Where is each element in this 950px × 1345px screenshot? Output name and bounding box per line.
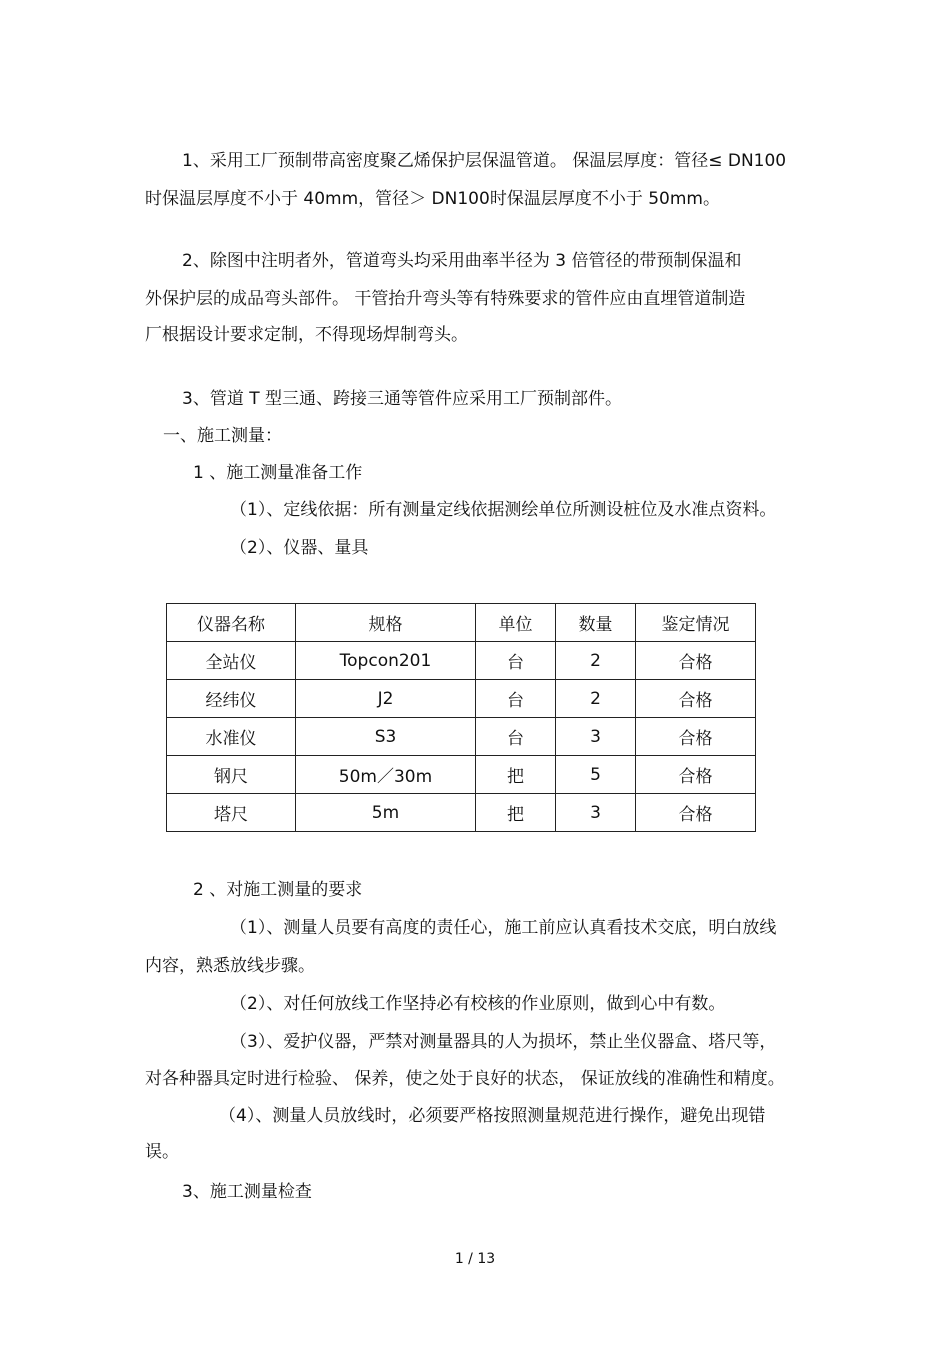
item-1-1-a: （1）、定线依据：所有测量定线依据测绘单位所测设桩位及水准点资料。 — [230, 500, 777, 520]
table-cell: 合格 — [636, 680, 756, 718]
paragraph-3-line-1: 3、管道 T 型三通、跨接三通等管件应采用工厂预制部件。 — [182, 389, 623, 409]
table-row — [167, 756, 756, 794]
page-number: 1 / 13 — [454, 1251, 496, 1267]
table-cell: 3 — [556, 794, 636, 832]
section-heading: 一、施工测量： — [163, 426, 282, 446]
paragraph-2-line-1: 2、除图中注明者外，管道弯头均采用曲率半径为 3 倍管径的带预制保温和 — [182, 251, 742, 271]
table-cell: 2 — [556, 642, 636, 680]
paragraph-2-line-2: 外保护层的成品弯头部件。 干管抬升弯头等有特殊要求的管件应由直埋管道制造 — [145, 289, 746, 309]
table-cell: 5m — [296, 794, 476, 832]
table-cell: 2 — [556, 680, 636, 718]
table-cell: Topcon201 — [296, 642, 476, 680]
paragraph-1-line-1: 1、采用工厂预制带高密度聚乙烯保护层保温管道。 保温层厚度：管径≤ DN100 — [182, 151, 787, 171]
table-header-cell: 仪器名称 — [167, 604, 296, 642]
paragraph-1-line-2: 时保温层厚度不小于 40mm，管径＞ DN100时保温层厚度不小于 50mm。 — [145, 189, 720, 209]
table-cell: 把 — [476, 756, 556, 794]
requirement-1-line-2: 内容，熟悉放线步骤。 — [145, 956, 315, 976]
subsection-heading-1: 1 、施工测量准备工作 — [193, 463, 363, 483]
table-row — [167, 642, 756, 680]
requirement-2-line-1: （2）、对任何放线工作坚持必有校核的作业原则，做到心中有数。 — [230, 994, 726, 1014]
table-cell: 把 — [476, 794, 556, 832]
table-header-cell: 单位 — [476, 604, 556, 642]
table-header-cell: 数量 — [556, 604, 636, 642]
table-cell: 合格 — [636, 642, 756, 680]
table-cell: 50m／30m — [296, 756, 476, 794]
table-cell: 全站仪 — [167, 642, 296, 680]
subsection-heading-3: 3、施工测量检查 — [182, 1182, 312, 1202]
table-cell: S3 — [296, 718, 476, 756]
table-row — [167, 794, 756, 832]
instrument-table — [166, 603, 756, 832]
table-header-cell: 规格 — [296, 604, 476, 642]
table-cell: 塔尺 — [167, 794, 296, 832]
table-cell: 经纬仪 — [167, 680, 296, 718]
table-cell: 台 — [476, 642, 556, 680]
table-cell: 台 — [476, 680, 556, 718]
table-cell: 5 — [556, 756, 636, 794]
item-1-1-b: （2）、仪器、量具 — [230, 538, 369, 558]
requirement-3-line-2: 对各种器具定时进行检验、 保养，使之处于良好的状态， 保证放线的准确性和精度。 — [145, 1069, 785, 1089]
table-cell: 3 — [556, 718, 636, 756]
table-cell: 合格 — [636, 718, 756, 756]
table-cell: 合格 — [636, 756, 756, 794]
requirement-1-line-1: （1）、测量人员要有高度的责任心，施工前应认真看技术交底，明白放线 — [230, 918, 777, 938]
table-row — [167, 680, 756, 718]
table-row — [167, 718, 756, 756]
table-cell: 台 — [476, 718, 556, 756]
requirement-3-line-1: （3）、爱护仪器，严禁对测量器具的人为损坏，禁止坐仪器盒、塔尺等， — [230, 1032, 777, 1052]
table-cell: J2 — [296, 680, 476, 718]
table-header-cell: 鉴定情况 — [636, 604, 756, 642]
requirement-4-line-2: 误。 — [145, 1142, 179, 1162]
table-cell: 水准仪 — [167, 718, 296, 756]
requirement-4-line-1: （4）、测量人员放线时，必须要严格按照测量规范进行操作，避免出现错 — [219, 1106, 766, 1126]
subsection-heading-2: 2 、对施工测量的要求 — [193, 880, 363, 900]
paragraph-2-line-3: 厂根据设计要求定制，不得现场焊制弯头。 — [145, 325, 468, 345]
table-cell: 钢尺 — [167, 756, 296, 794]
table-cell: 合格 — [636, 794, 756, 832]
table-header-row — [167, 604, 756, 642]
